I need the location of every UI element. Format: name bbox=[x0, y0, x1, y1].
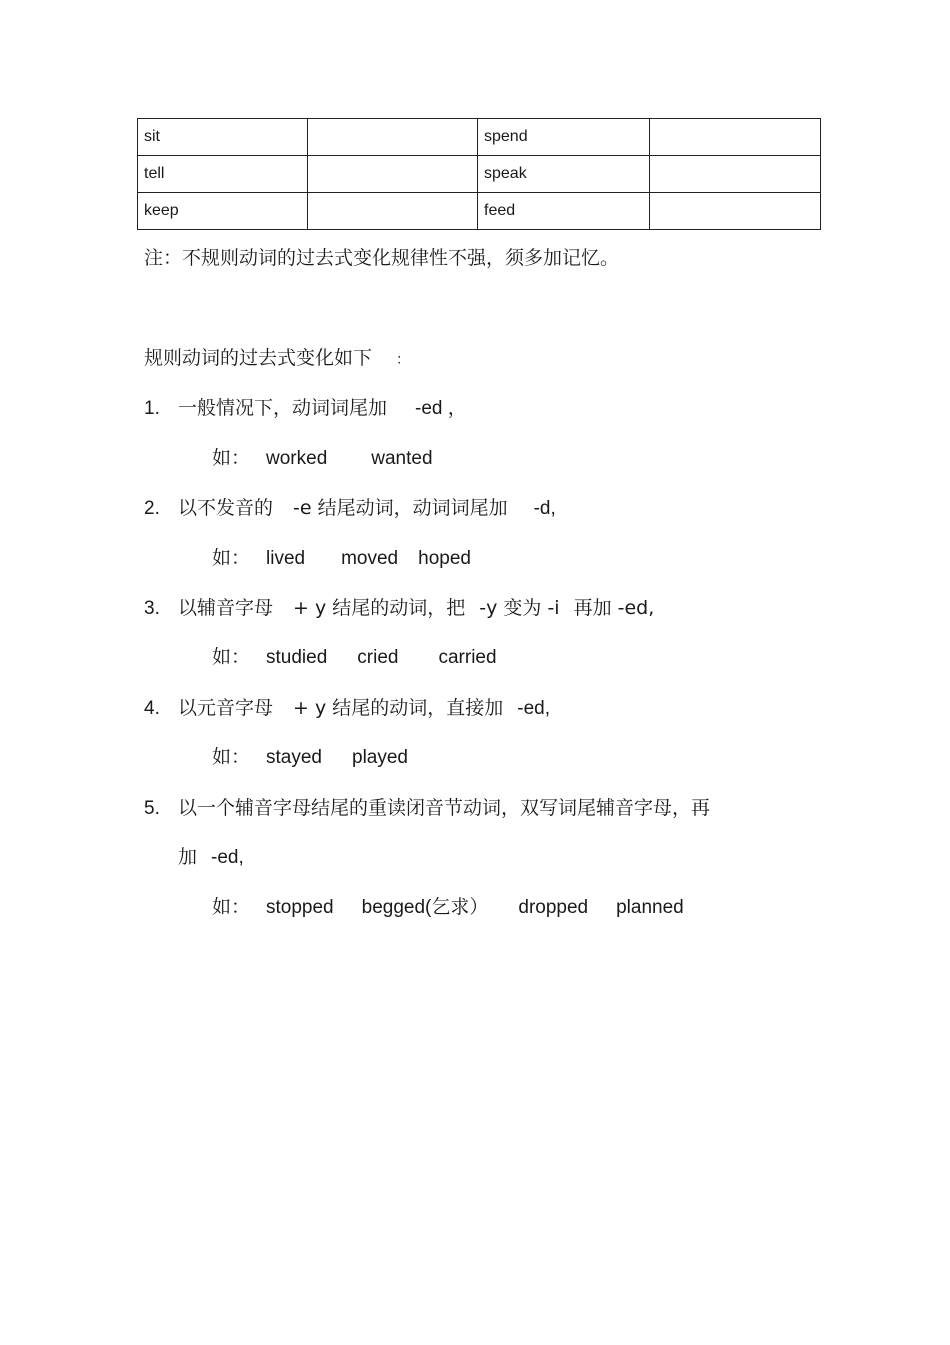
table-row bbox=[138, 193, 821, 230]
example-word: dropped bbox=[518, 897, 589, 918]
example-label: 如： bbox=[212, 547, 251, 569]
rule-text: -y 变为 -i bbox=[479, 597, 560, 619]
rule-text: 以元音字母 bbox=[178, 697, 274, 719]
example-label: 如： bbox=[212, 447, 251, 469]
section-title-colon: ： bbox=[396, 352, 411, 368]
example-word: played bbox=[352, 747, 408, 768]
table-cell: tell bbox=[138, 156, 308, 193]
rule-text: 以辅音字母 bbox=[178, 597, 274, 619]
table-row bbox=[138, 119, 821, 156]
rule-number: 5. bbox=[144, 798, 160, 819]
table-row bbox=[138, 156, 821, 193]
rule-number: 4. bbox=[144, 698, 160, 719]
table-cell: sit bbox=[138, 119, 308, 156]
example-word: carried bbox=[438, 647, 497, 668]
rule-number: 2. bbox=[144, 498, 160, 519]
rule-5-continued bbox=[178, 845, 244, 870]
table-cell bbox=[650, 156, 821, 193]
example-word: begged(乞求） bbox=[361, 897, 489, 918]
rule-3-examples bbox=[212, 645, 497, 670]
table-cell: speak bbox=[478, 156, 650, 193]
rule-2 bbox=[144, 496, 556, 521]
example-word: wanted bbox=[371, 448, 433, 469]
table-cell: keep bbox=[138, 193, 308, 230]
rule-text: -ed, bbox=[211, 847, 244, 868]
table-cell bbox=[308, 156, 478, 193]
example-word: stayed bbox=[266, 747, 322, 768]
section-title-text: 规则动词的过去式变化如下 bbox=[144, 347, 373, 369]
table-cell: spend bbox=[478, 119, 650, 156]
table-cell bbox=[650, 193, 821, 230]
example-word: lived bbox=[266, 548, 306, 569]
rule-text: -d, bbox=[533, 498, 556, 519]
rule-text: + y 结尾的动词，把 bbox=[293, 597, 466, 619]
rule-text: -e 结尾动词，动词词尾加 bbox=[293, 497, 508, 519]
rule-5 bbox=[144, 796, 710, 821]
table-cell bbox=[650, 119, 821, 156]
rule-number: 1. bbox=[144, 398, 160, 419]
rule-2-examples bbox=[212, 546, 471, 571]
rule-text: 加 bbox=[178, 846, 198, 868]
rule-1-examples bbox=[212, 446, 433, 471]
rule-text: -ed, bbox=[517, 698, 551, 719]
rule-4 bbox=[144, 696, 550, 721]
example-word: planned bbox=[616, 897, 684, 918]
table-cell bbox=[308, 193, 478, 230]
note-text: 注：不规则动词的过去式变化规律性不强，须多加记忆。 bbox=[144, 247, 620, 269]
rule-1 bbox=[144, 396, 467, 421]
rule-text: 以不发音的 bbox=[178, 497, 274, 519]
table-cell bbox=[308, 119, 478, 156]
rule-3 bbox=[144, 596, 654, 621]
verb-table bbox=[137, 118, 821, 230]
example-word: cried bbox=[357, 647, 399, 668]
rule-5-examples bbox=[212, 895, 684, 920]
rule-text: 一般情况下，动词词尾加 bbox=[178, 397, 388, 419]
example-word: stopped bbox=[266, 897, 334, 918]
example-label: 如： bbox=[212, 896, 251, 918]
example-word: hoped bbox=[418, 548, 471, 569]
rule-4-examples bbox=[212, 745, 408, 770]
table-cell: feed bbox=[478, 193, 650, 230]
example-label: 如： bbox=[212, 646, 251, 668]
rule-text: 再加 -ed, bbox=[573, 597, 655, 619]
rule-text: + y 结尾的动词，直接加 bbox=[293, 697, 504, 719]
example-label: 如： bbox=[212, 746, 251, 768]
section-title bbox=[144, 346, 410, 372]
example-word: moved bbox=[341, 548, 399, 569]
rule-number: 3. bbox=[144, 598, 160, 619]
rule-text: -ed ， bbox=[415, 398, 467, 419]
example-word: studied bbox=[266, 647, 328, 668]
rule-text: 以一个辅音字母结尾的重读闭音节动词，双写词尾辅音字母，再 bbox=[178, 797, 711, 819]
example-word: worked bbox=[266, 448, 328, 469]
